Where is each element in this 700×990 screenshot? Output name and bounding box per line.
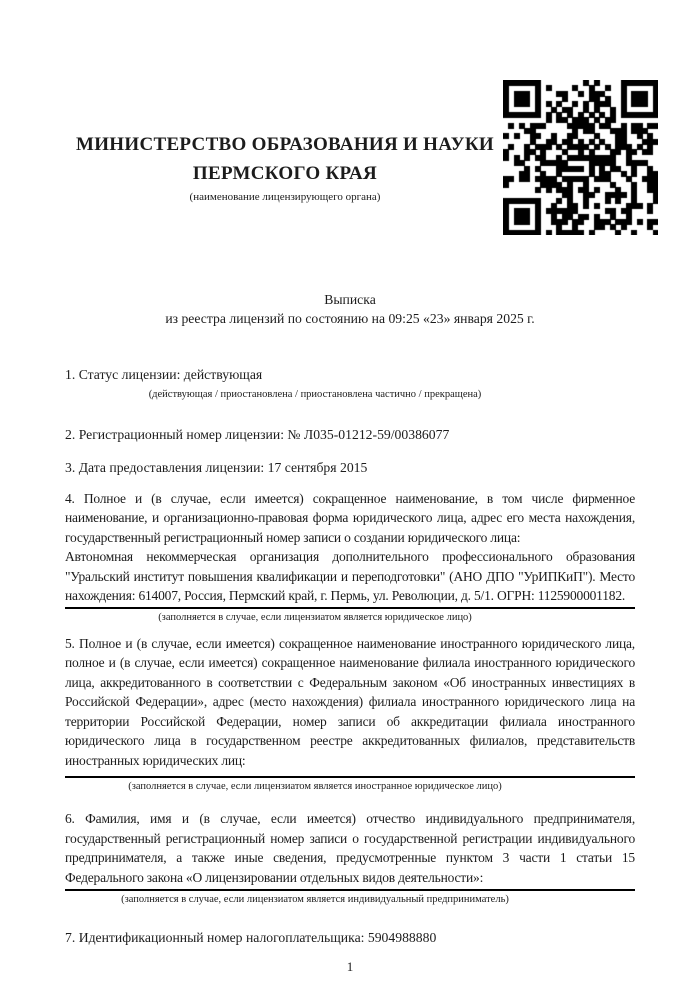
taxpayer-id-item: 7. Идентификационный номер налогоплательщика: 5904988880 [65, 930, 437, 945]
grant-date-item: 3. Дата предоставления лицензии: 17 сентября 2015 [65, 460, 368, 475]
blank-field-line [65, 776, 635, 778]
blank-field-line [65, 889, 635, 891]
document-title-line2: из реестра лицензий по состоянию на 09:25 «23» января 2025 г. [165, 311, 535, 326]
foreign-entity-item-label: 5. Полное и (в случае, если имеется) сокращенное наименование иностранного юридического лица, полное и (в случае, если имеется) сокращенное наименование филиала иностранного юридического лица, аккредитованного в соответствии с Федеральным законом «Об иностранных инвестициях в Российской Федерации», адрес (место нахождения) филиала иностранного юридического лица на территории Российской Федерации, номер записи об аккредитации филиала иностранного юридического лица в государственном реестре аккредитованных филиалов, представительств иностранных юридических лиц: [65, 635, 635, 768]
entrepreneur-item-label: 6. Фамилия, имя и (в случае, если имеется) отчество индивидуального предпринимателя, государственный регистрационный номер записи о государственной регистрации индивидуального предпринимателя, а также иные сведения, предусмотренные пунктом 3 части 1 статьи 15 Федерального закона «О лицензировании отдельных видов деятельности»: [65, 811, 635, 885]
document-title-line1: Выписка [324, 292, 376, 307]
ministry-name-line2: ПЕРМСКОГО КРАЯ [192, 163, 378, 184]
registration-number-item: 2. Регистрационный номер лицензии: № Л035-01212-59/00386077 [65, 426, 450, 442]
document-header [65, 0, 635, 236]
license-status-options-caption: (действующая / приостановлена / приостановлена частично / прекращена) [148, 388, 482, 400]
foreign-entity-field-group [65, 776, 635, 793]
entrepreneur-caption: (заполняется в случае, если лицензиатом является индивидуальный предприниматель) [121, 894, 509, 905]
license-status-item: 1. Статус лицензии: действующая [65, 367, 263, 382]
legal-entity-field-group [65, 607, 635, 624]
blank-field-line [65, 607, 635, 609]
entrepreneur-field-group [65, 889, 635, 906]
ministry-name-line1: МИНИСТЕРСТВО ОБРАЗОВАНИЯ И НАУКИ [75, 134, 495, 155]
licensing-authority-block [65, 130, 505, 204]
legal-entity-item-label: 4. Полное и (в случае, если имеется) сокращенное наименование, в том числе фирменное наименование, и организационно-правовая форма юридического лица, адрес его места нахождения, государственный регистрационный номер записи о создании юридического лица: [65, 490, 635, 545]
page-number: 1 [346, 958, 354, 974]
licensing-org-caption: (наименование лицензирующего органа) [189, 191, 381, 203]
qr-code [503, 80, 658, 235]
foreign-entity-caption: (заполняется в случае, если лицензиатом является иностранное юридическое лицо) [128, 781, 502, 792]
legal-entity-caption: (заполняется в случае, если лицензиатом является юридическое лицо) [158, 611, 472, 623]
legal-entity-item-value: Автономная некоммерческая организация дополнительного профессионального образования "Уральский институт повышения квалификации и переподготовки" (АНО ДПО "УрИПКиП"). Место нахождения: 614007, Россия, Пермский край, г. Пермь, ул. Революции, д. 5/1. ОГРН: 1125900001182. [65, 549, 635, 603]
document-title [65, 290, 635, 328]
